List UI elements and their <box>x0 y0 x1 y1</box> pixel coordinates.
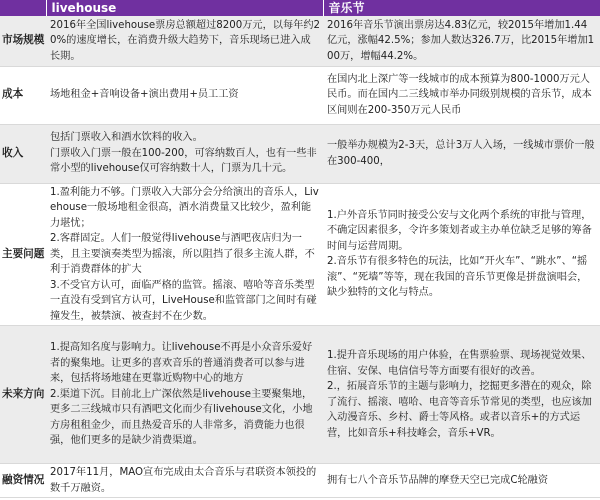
cell-paragraph: 2.音乐节有很多特色的玩法，比如“开火车”、“跳水”、“摇滚”、“死墙”等等，现在我国的音乐节更像是拼盘演唱会，缺少独特的文化与特点。 <box>327 256 588 299</box>
cell-paragraph: 包括门票收入和酒水饮料的收入。 <box>50 132 203 144</box>
cell-music-festival <box>323 16 600 66</box>
table-row-future-direction <box>0 326 600 464</box>
row-label: 融资情况 <box>0 464 46 498</box>
row-label: 成本 <box>0 66 46 124</box>
cell-paragraph: 门票收入门票一般在100-200，可容纳数百人，也有一些非常小型的livehouse仅可容纳数十人，门票为几十元。 <box>50 147 317 175</box>
row-label: 主要问题 <box>0 183 46 326</box>
cell-paragraph: 在国内北上深广等一线城市的成本预算为800-1000万元人民币。而在国内二三线城市举办同级别规模的音乐节，成本区间则在200-350万元人民币 <box>327 73 592 116</box>
table-row-market-size <box>0 16 600 66</box>
cell-music-festival <box>323 183 600 326</box>
cell-music-festival <box>323 326 600 464</box>
cell-livehouse <box>46 464 323 498</box>
cell-paragraph: 2016年全国livehouse票房总额超过8200万元，以每年约20%的速度增长，在消费升级大趋势下，音乐现场已进入成长期。 <box>50 19 321 62</box>
table-row-cost <box>0 66 600 124</box>
cell-music-festival <box>323 464 600 498</box>
cell-paragraph: 2.渠道下沉。目前北上广深依然是livehouse主要聚集地，更多二三线城市只有酒吧文化而少有livehouse文化，小地方房租租金少，而且热爱音乐的人非常多，消费能力也很强，他们更多的是缺少消费渠道。 <box>50 388 313 447</box>
cell-livehouse <box>46 16 323 66</box>
cell-paragraph: 2017年11月，MAO宣布完成由太合音乐与君联资本领投的数千万融资。 <box>50 467 317 494</box>
cell-paragraph: 一般举办规模为2-3天，总计3万人入场，一线城市票价一般在300-400， <box>327 140 595 167</box>
cell-paragraph: 1.盈利能力不够。门票收入大部分会分给演出的音乐人，Livehouse一般场地租金很高，酒水消费量又比较少，盈利能力堪忧； <box>50 186 319 229</box>
cell-paragraph: 1.户外音乐节同时接受公安与文化两个系统的审批与管理，不确定因素很多，令许多策划者或主办单位缺乏足够的筹备时间与运营周期。 <box>327 209 592 252</box>
cell-paragraph: 场地租金+音响设备+演出费用+员工工资 <box>50 89 239 101</box>
cell-livehouse <box>46 124 323 183</box>
cell-paragraph: 2.，拓展音乐节的主题与影响力，挖掘更多潜在的观众，除了流行、摇滚、嘻哈、电音等音乐节常见的类型，也应该加入动漫音乐、乡村、爵士等风格。或者以音乐+的方式运营，比如音乐+科技峰会，音乐+VR。 <box>327 381 592 439</box>
header-corner <box>0 0 46 16</box>
cell-paragraph: 1.提升音乐现场的用户体验，在售票验票、现场视觉效果、住宿、安保、电信信号等方面要有很好的改善。 <box>327 350 592 377</box>
header-row <box>0 0 600 16</box>
cell-livehouse <box>46 326 323 464</box>
row-label: 未来方向 <box>0 326 46 464</box>
table-row-financing <box>0 464 600 498</box>
cell-livehouse <box>46 66 323 124</box>
header-music-festival: 音乐节 <box>323 0 600 16</box>
cell-paragraph: 2.客群固定。人们一般觉得livehouse与酒吧夜店归为一类，且主要演奏类型为摇滚，所以阻挡了很多主流人群，不利于消费群体的扩大 <box>50 233 315 275</box>
cell-paragraph: 拥有七八个音乐节品牌的摩登天空已完成C轮融资 <box>327 474 549 486</box>
cell-paragraph: 3.不受官方认可，面临严格的监管。摇滚、嘻哈等音乐类型一直没有受到官方认可，LiveHouse和监管部门之间时有碰撞发生，被禁演、被查封不在少数。 <box>50 279 317 322</box>
cell-music-festival <box>323 124 600 183</box>
header-livehouse: livehouse <box>46 0 323 16</box>
table-row-main-problems <box>0 183 600 326</box>
cell-music-festival <box>323 66 600 124</box>
row-label: 收入 <box>0 124 46 183</box>
cell-paragraph: 1.提高知名度与影响力。让livehouse不再是小众音乐爱好者的聚集地。让更多的喜欢音乐的普通消费者可以参与进来，包括将场地建在更靠近购物中心的地方 <box>50 342 313 385</box>
table-row-income <box>0 124 600 183</box>
row-label: 市场规模 <box>0 16 46 66</box>
cell-livehouse <box>46 183 323 326</box>
cell-paragraph: 2016年音乐节演出票房达4.83亿元，较2015年增加1.44亿元，涨幅42.5%；参加人数达326.7万，比2015年增加100万，增幅44.2%。 <box>327 19 595 62</box>
